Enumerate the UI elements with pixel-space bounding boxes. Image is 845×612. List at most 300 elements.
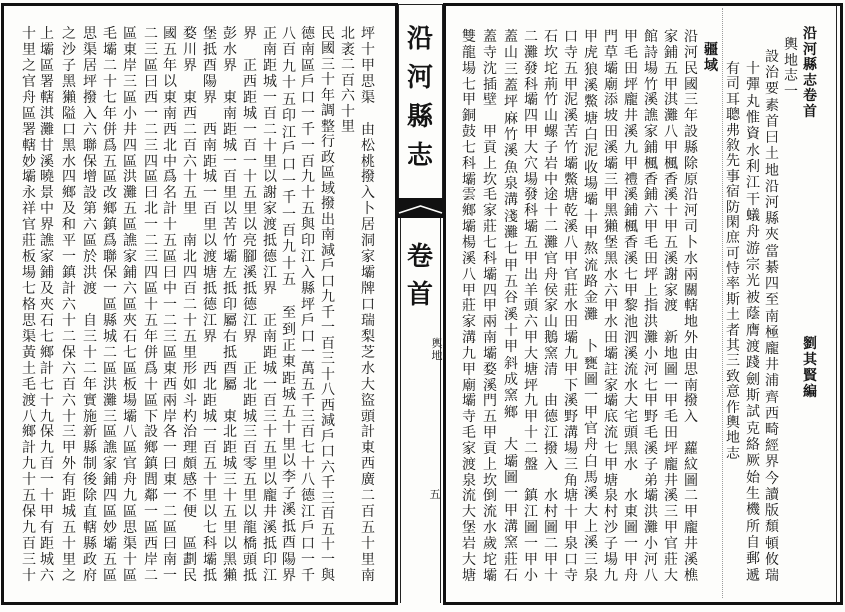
- glyph: 十: [524, 425, 538, 442]
- glyph: 門: [604, 29, 618, 45]
- glyph: 其: [726, 338, 740, 355]
- glyph: 壩: [123, 408, 137, 425]
- glyph: 四: [144, 153, 158, 170]
- glyph: 區: [103, 567, 117, 584]
- glyph: 角: [564, 472, 578, 489]
- glyph: 五: [664, 60, 678, 77]
- glyph: 水: [223, 41, 237, 58]
- glyph: 思: [123, 520, 137, 537]
- glyph: 踐: [746, 355, 760, 372]
- glyph: 圖: [584, 371, 598, 388]
- glyph: 西: [321, 397, 335, 414]
- glyph: 志: [726, 445, 740, 462]
- glyph: 百: [183, 137, 197, 154]
- glyph: 泥: [584, 143, 598, 160]
- glyph: 卜: [584, 339, 598, 356]
- fishtail-ornament: [398, 198, 443, 218]
- glyph: 南: [163, 551, 177, 568]
- glyph: 十: [301, 185, 315, 202]
- glyph: 三: [301, 408, 315, 425]
- glyph: 區: [163, 520, 177, 537]
- glyph: 口: [361, 296, 375, 313]
- glyph: 莊: [22, 233, 36, 250]
- glyph: 灘: [664, 108, 678, 125]
- glyph: 格: [22, 296, 36, 313]
- glyph: 野: [564, 409, 578, 426]
- glyph: 界: [203, 89, 217, 106]
- glyph: 酉: [223, 360, 237, 377]
- glyph: 添: [604, 92, 618, 109]
- glyph: 被: [746, 289, 760, 306]
- glyph: 西: [765, 405, 779, 422]
- glyph: 六: [123, 281, 137, 297]
- glyph: 以: [163, 73, 177, 90]
- glyph: [83, 298, 97, 312]
- glyph: 岸: [123, 57, 137, 74]
- glyph: 區: [123, 440, 137, 457]
- glyph: 城: [203, 169, 217, 186]
- glyph: 田: [644, 250, 658, 267]
- glyph: 里: [22, 41, 36, 58]
- glyph: 宗: [746, 257, 760, 274]
- glyph: 甲: [361, 57, 375, 74]
- glyph: 江: [746, 175, 760, 192]
- glyph: 沿: [684, 187, 698, 204]
- glyph: 由: [544, 393, 558, 410]
- glyph: 西: [203, 121, 217, 138]
- glyph: 百: [223, 169, 237, 186]
- glyph: 十: [544, 203, 558, 220]
- glyph: 溪: [664, 488, 678, 505]
- glyph: 泉: [564, 536, 578, 552]
- glyph: 百: [282, 42, 296, 59]
- glyph: 井: [123, 121, 137, 138]
- glyph: 馬: [584, 469, 598, 486]
- glyph: 口: [321, 444, 335, 461]
- glyph: 四: [123, 137, 137, 154]
- glyph: 曰: [144, 73, 158, 90]
- glyph: 水: [483, 520, 497, 537]
- glyph: 輿: [726, 414, 740, 431]
- glyph: 瑞: [361, 312, 375, 329]
- glyph: 里: [282, 436, 296, 453]
- glyph: 後: [83, 472, 97, 489]
- glyph: 作: [726, 399, 740, 416]
- glyph: 五: [321, 521, 335, 538]
- glyph: 頭: [243, 551, 257, 568]
- body-line: [522, 30, 540, 583]
- glyph: 城: [243, 105, 257, 122]
- glyph: 右: [223, 328, 237, 345]
- glyph: 爲: [103, 233, 117, 250]
- glyph: 窯: [504, 535, 518, 552]
- glyph: 壩: [604, 60, 618, 77]
- glyph: 淇: [40, 105, 54, 122]
- glyph: 三: [604, 171, 618, 188]
- glyph: 十: [62, 312, 76, 329]
- glyph: 十: [301, 456, 315, 473]
- glyph: 六: [83, 217, 97, 234]
- glyph: 以: [282, 452, 296, 469]
- glyph: 江: [263, 567, 277, 584]
- glyph: 蘿: [684, 440, 698, 457]
- glyph: 灘: [644, 520, 658, 537]
- glyph: 理: [183, 440, 197, 457]
- glyph: 八: [462, 266, 476, 283]
- glyph: 二: [544, 536, 558, 552]
- glyph: 九: [301, 169, 315, 186]
- glyph: 鱉: [564, 171, 578, 188]
- glyph: 石: [544, 29, 558, 45]
- glyph: 司: [726, 76, 740, 93]
- glyph: 爲: [144, 360, 158, 377]
- glyph: 流: [462, 488, 476, 505]
- glyph: 曰: [163, 265, 177, 282]
- glyph: 城: [243, 408, 257, 425]
- glyph: 渡: [664, 298, 678, 315]
- glyph: 里: [223, 185, 237, 202]
- glyph: 距: [62, 488, 76, 505]
- glyph: 區: [123, 217, 137, 234]
- glyph: 苦: [564, 124, 578, 141]
- glyph: 里: [341, 119, 355, 135]
- glyph: 實: [83, 392, 97, 409]
- glyph: 甲: [664, 139, 678, 156]
- glyph: 蔭: [746, 306, 760, 323]
- glyph: 九: [22, 456, 36, 473]
- glyph: 舟: [22, 89, 36, 106]
- glyph: 游: [746, 240, 760, 257]
- glyph: 里: [62, 551, 76, 568]
- glyph: 十: [40, 392, 54, 409]
- glyph: 夾: [765, 227, 779, 244]
- glyph: 出: [524, 266, 538, 283]
- glyph: 民: [684, 60, 698, 77]
- glyph: 保: [62, 344, 76, 361]
- preface-line: [763, 50, 781, 583]
- glyph: 編: [803, 384, 817, 400]
- glyph: 域: [321, 180, 335, 197]
- glyph: 區: [123, 567, 137, 584]
- glyph: 一: [301, 551, 315, 568]
- glyph: 樵: [684, 567, 698, 584]
- glyph: 東: [183, 89, 197, 106]
- glyph: 甲: [524, 330, 538, 347]
- glyph: 七: [203, 520, 217, 537]
- glyph: 頭: [361, 408, 375, 425]
- glyph: 甲: [624, 155, 638, 172]
- glyph: 減: [321, 242, 335, 259]
- glyph: 淇: [664, 92, 678, 109]
- glyph: 沈: [483, 60, 497, 77]
- glyph: 七: [40, 376, 54, 393]
- body-line: [81, 27, 99, 583]
- glyph: 一: [243, 153, 257, 170]
- glyph: 四: [765, 276, 779, 293]
- glyph: 地: [431, 349, 443, 362]
- glyph: 轄: [83, 520, 97, 537]
- glyph: [483, 109, 497, 123]
- glyph: 以: [203, 504, 217, 521]
- glyph: 之: [62, 26, 76, 42]
- glyph: 圖: [544, 520, 558, 537]
- glyph: 坪: [83, 73, 97, 90]
- glyph: 正: [243, 360, 257, 377]
- glyph: 卜: [361, 201, 375, 218]
- glyph: 甲: [504, 257, 518, 274]
- glyph: 五: [103, 551, 117, 568]
- glyph: 灘: [584, 306, 598, 323]
- glyph: 堡: [604, 234, 618, 251]
- glyph: 區: [103, 424, 117, 441]
- glyph: 石: [123, 328, 137, 345]
- glyph: 距: [263, 344, 277, 361]
- glyph: 弟: [644, 472, 658, 489]
- glyph: 十: [263, 137, 277, 154]
- glyph: 淺: [504, 208, 518, 225]
- glyph: 有: [726, 61, 740, 77]
- glyph: 七: [483, 234, 497, 251]
- glyph: 除: [684, 155, 698, 172]
- glyph: 甲: [684, 504, 698, 521]
- glyph: 註: [604, 361, 618, 378]
- glyph: 區: [321, 165, 335, 182]
- glyph: 南: [684, 377, 698, 394]
- glyph: 小: [123, 105, 137, 122]
- glyph: 年: [144, 328, 158, 345]
- glyph: 蓋: [504, 77, 518, 94]
- glyph: 十: [183, 312, 197, 329]
- glyph: 龐: [684, 520, 698, 537]
- glyph: 東: [223, 408, 237, 425]
- glyph: 南: [163, 105, 177, 122]
- glyph: 甲: [524, 124, 538, 141]
- glyph: [223, 75, 237, 89]
- glyph: 二: [163, 504, 177, 521]
- glyph: 沿: [407, 24, 434, 54]
- glyph: 甲: [584, 404, 598, 421]
- glyph: 三: [144, 137, 158, 154]
- body-line: [20, 27, 38, 583]
- glyph: 綦: [765, 259, 779, 276]
- glyph: 川: [183, 41, 197, 58]
- glyph: 十: [361, 536, 375, 552]
- glyph: 版: [765, 503, 779, 520]
- glyph: 田: [604, 124, 618, 141]
- glyph: 治: [183, 424, 197, 441]
- glyph: 鎮: [62, 265, 76, 282]
- body-line: [201, 27, 219, 583]
- glyph: 一: [584, 388, 598, 405]
- glyph: 江: [301, 249, 315, 266]
- glyph: 屬: [223, 312, 237, 329]
- glyph: 毛: [103, 26, 117, 42]
- glyph: 壩: [483, 567, 497, 584]
- glyph: 甲: [483, 425, 497, 442]
- glyph: 壁: [483, 92, 497, 109]
- glyph: 百: [40, 456, 54, 473]
- glyph: 堡: [203, 26, 217, 42]
- glyph: 沙: [604, 520, 618, 537]
- glyph: 治: [765, 65, 779, 82]
- glyph: 二: [83, 360, 97, 377]
- glyph: 獺: [223, 567, 237, 584]
- glyph: 渡: [203, 249, 217, 266]
- glyph: [263, 298, 277, 312]
- glyph: 西: [183, 105, 197, 122]
- glyph: 六: [62, 392, 76, 409]
- glyph: 光: [746, 273, 760, 290]
- glyph: 轄: [22, 137, 36, 154]
- glyph: 溪: [604, 139, 618, 156]
- glyph: 腳: [243, 249, 257, 266]
- glyph: 意: [726, 384, 740, 401]
- glyph: 德: [301, 26, 315, 42]
- glyph: 陽: [203, 73, 217, 90]
- glyph: 上: [584, 518, 598, 535]
- glyph: 甲: [524, 551, 538, 568]
- glyph: 一: [321, 320, 335, 337]
- glyph: 鄉: [462, 203, 476, 220]
- glyph: 科: [462, 155, 476, 172]
- glyph: 甲: [664, 219, 678, 236]
- glyph: 鋪: [644, 187, 658, 204]
- glyph: 以: [223, 536, 237, 552]
- glyph: 水: [624, 377, 638, 394]
- glyph: 屬: [223, 376, 237, 393]
- glyph: 圖: [524, 520, 538, 537]
- glyph: 十: [321, 366, 335, 383]
- glyph: 寺: [564, 44, 578, 61]
- glyph: 沿: [765, 178, 779, 195]
- glyph: 至: [765, 292, 779, 309]
- glyph: 五: [163, 41, 177, 58]
- glyph: 九: [22, 520, 36, 537]
- glyph: 沙: [62, 41, 76, 58]
- glyph: 大: [524, 139, 538, 156]
- spine-left-rule: [400, 216, 401, 603]
- glyph: 松: [361, 137, 375, 154]
- glyph: 五: [223, 504, 237, 521]
- glyph: 子: [62, 57, 76, 74]
- preface-line: [724, 62, 742, 461]
- glyph: 大: [504, 437, 518, 454]
- glyph: 官: [22, 217, 36, 234]
- glyph: 溪: [644, 440, 658, 457]
- glyph: 廟: [604, 76, 618, 93]
- glyph: 壩: [462, 171, 476, 188]
- glyph: 兩: [163, 392, 177, 409]
- glyph: 三: [223, 472, 237, 489]
- glyph: 郵: [746, 551, 760, 568]
- glyph: 甲: [564, 76, 578, 93]
- glyph: 七: [504, 241, 518, 258]
- compiler-credit: [801, 337, 819, 399]
- glyph: 下: [144, 408, 158, 425]
- glyph: 草: [604, 44, 618, 61]
- glyph: 成: [504, 371, 518, 388]
- glyph: 上: [644, 282, 658, 299]
- glyph: 江: [282, 124, 296, 141]
- glyph: 城: [40, 551, 54, 568]
- glyph: 十: [40, 488, 54, 505]
- glyph: 板: [22, 249, 36, 266]
- glyph: 居: [83, 57, 97, 74]
- glyph: 正: [282, 338, 296, 355]
- glyph: 南: [321, 227, 335, 244]
- glyph: 坪: [664, 440, 678, 457]
- glyph: 口: [564, 29, 578, 45]
- glyph: 途: [544, 187, 558, 204]
- glyph: 十: [62, 536, 76, 552]
- glyph: 厥: [746, 453, 760, 470]
- glyph: 形: [183, 360, 197, 377]
- glyph: 家: [103, 456, 117, 473]
- glyph: 塘: [604, 472, 618, 489]
- glyph: 四: [103, 488, 117, 505]
- glyph: 三: [144, 249, 158, 266]
- glyph: 距: [203, 153, 217, 170]
- glyph: 十: [103, 73, 117, 90]
- glyph: 三: [564, 456, 578, 473]
- glyph: 洪: [644, 504, 658, 521]
- glyph: 紋: [684, 456, 698, 473]
- glyph: 灘: [544, 234, 558, 251]
- glyph: 渠: [123, 536, 137, 552]
- glyph: 指: [644, 298, 658, 315]
- glyph: 於: [83, 249, 97, 266]
- glyph: 一: [163, 488, 177, 505]
- glyph: 曰: [163, 536, 177, 552]
- glyph: 年: [103, 105, 117, 122]
- glyph: 溝: [564, 425, 578, 442]
- glyph: 四: [483, 282, 497, 299]
- glyph: 百: [203, 440, 217, 457]
- glyph: 里: [203, 488, 217, 505]
- glyph: 五: [664, 234, 678, 251]
- glyph: 水: [746, 142, 760, 159]
- glyph: 溪: [504, 143, 518, 160]
- glyph: 民: [183, 567, 197, 584]
- glyph: 江: [243, 312, 257, 329]
- glyph: 十: [584, 208, 598, 225]
- glyph: 試: [746, 404, 760, 421]
- glyph: 便: [183, 504, 197, 521]
- glyph: 膺: [746, 322, 760, 339]
- glyph: 溪: [243, 265, 257, 282]
- glyph: 七: [103, 89, 117, 106]
- body-line: [502, 30, 520, 583]
- glyph: 雙: [462, 29, 476, 45]
- glyph: 浦: [765, 373, 779, 390]
- glyph: 黑: [604, 203, 618, 220]
- glyph: 水: [624, 488, 638, 505]
- glyph: 百: [203, 201, 217, 218]
- glyph: 三: [263, 408, 277, 425]
- glyph: 界: [263, 281, 277, 297]
- glyph: 南: [223, 105, 237, 122]
- glyph: 黑: [62, 73, 76, 90]
- glyph: [183, 521, 197, 535]
- glyph: 東: [163, 360, 177, 377]
- glyph: 灘: [524, 44, 538, 61]
- glyph: 桃: [361, 153, 375, 170]
- glyph: 百: [263, 392, 277, 409]
- glyph: 距: [223, 121, 237, 138]
- glyph: 五: [103, 153, 117, 170]
- glyph: 曰: [144, 185, 158, 202]
- glyph: 鄉: [144, 440, 158, 457]
